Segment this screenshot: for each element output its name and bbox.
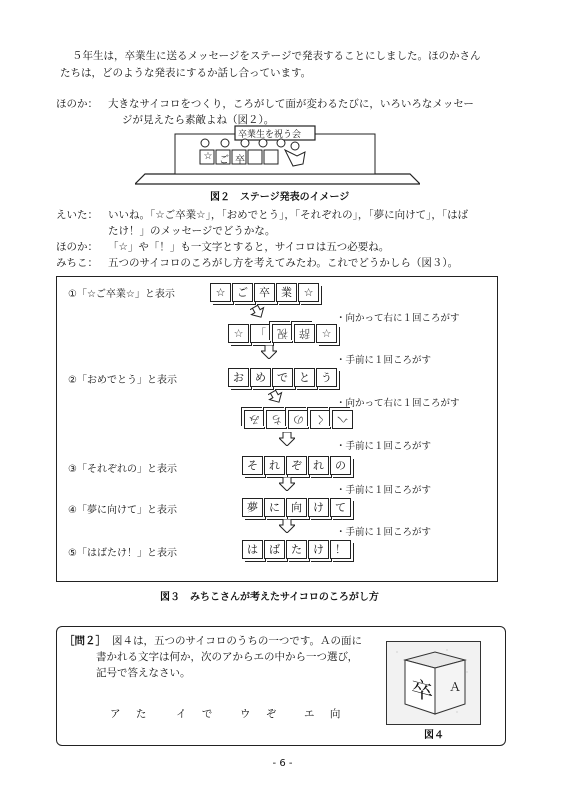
speaker-eita: えいた： (56, 209, 98, 221)
stage-banner: 卒業生を祝う会 (238, 130, 302, 140)
speaker-michiko: みちこ： (56, 257, 98, 269)
intro-line-1: ５年生は，卒業生に送るメッセージをステージで発表することにしました。ほのかさん (72, 50, 481, 62)
choice-u-text: ぞ (265, 708, 279, 720)
choice-a[interactable] (110, 706, 148, 721)
speaker-honoka-2: ほのか： (56, 241, 98, 253)
choice-a-mark: ア (110, 708, 123, 720)
die: ☆ (316, 324, 337, 343)
die: け (308, 498, 329, 517)
dialog-2-line-2: たけ！」のメッセージでどうかな。 (108, 225, 276, 237)
dice-row-intermediate-1 (228, 324, 338, 343)
choice-a-text: た (135, 708, 149, 720)
figure-4-caption: 図４ (424, 730, 444, 741)
note-3: ・向かって右に１回ころがす (336, 398, 460, 409)
die: ば (264, 540, 285, 559)
figure-3-caption: 図３ みちこさんが考えたサイコロのころがし方 (160, 592, 379, 603)
arrow-down-right-icon (250, 305, 266, 319)
question-line-1: 図４は，五つのサイコロのうちの一つです。Ａの面に (112, 635, 363, 647)
note-2: ・手前に１回ころがす (336, 355, 432, 366)
die: に (264, 498, 285, 517)
die: 夢 (242, 498, 263, 517)
question-label: ［問２］ (64, 635, 106, 647)
dice-row-4 (242, 498, 352, 517)
step-3-label: ③「それぞれの」と表示 (68, 464, 177, 475)
die: く (310, 410, 331, 429)
dialog-1-line-1: 大きなサイコロをつくり，ころがして面が変わるたびに，いろいろなメッセー (108, 98, 474, 110)
note-6: ・手前に１回ころがす (336, 527, 432, 538)
stage-die-3: 卒 (235, 155, 245, 166)
choice-u-mark: ウ (240, 708, 253, 720)
die: と (294, 368, 315, 387)
die: み (244, 410, 265, 429)
choice-e-text: 向 (329, 708, 343, 720)
dice-row-2 (228, 368, 338, 387)
die: ぞ (286, 456, 307, 475)
arrow-down-icon (279, 477, 295, 491)
step-5-label: ⑤「はばたけ！」と表示 (68, 548, 177, 559)
choice-i[interactable] (176, 706, 214, 721)
dialog-3-line-1: 「☆」や「！」も一文字とすると，サイコロは五つ必要ね。 (108, 241, 390, 253)
dice-row-5 (242, 540, 352, 559)
die: ち (266, 410, 287, 429)
intro-line-2: たちは，どのような発表にするか話し合っています。 (60, 67, 312, 79)
die: け (308, 540, 329, 559)
dice-row-1 (210, 283, 320, 302)
stage-illustration (135, 124, 420, 186)
die: 業 (276, 283, 297, 302)
die: 卒 (254, 283, 275, 302)
step-2-label: ②「おめでとう」と表示 (68, 375, 177, 386)
stage-die-1: ☆ (203, 151, 213, 162)
die: は (242, 540, 263, 559)
figure-4-face-a: Ａ (449, 680, 462, 694)
step-4-label: ④「夢に向けて」と表示 (68, 505, 177, 516)
figure-2-caption: 図２ ステージ発表のイメージ (210, 192, 350, 203)
step-1-label: ①「☆ご卒業☆」と表示 (68, 289, 175, 300)
die: ☆ (210, 283, 231, 302)
choice-u[interactable] (240, 706, 278, 721)
page-number: - 6 - (272, 758, 293, 769)
die: の (330, 456, 351, 475)
die: ☆ (298, 283, 319, 302)
dialog-2-line-1: いいね。「☆ご卒業☆」，「おめでとう」，「それぞれの」，「夢に向けて」，「はば (108, 209, 469, 221)
speaker-honoka: ほのか： (56, 98, 98, 110)
question-line-2: 書かれる文字は何か，次のアからエの中から一つ選び， (96, 651, 359, 663)
die: め (250, 368, 271, 387)
die: 祝 (272, 324, 293, 343)
die: で (272, 368, 293, 387)
note-5: ・手前に１回ころがす (336, 485, 432, 496)
die: お (228, 368, 249, 387)
dialog-1-line-2: ジが見えたら素敵よね（図２）。 (122, 114, 275, 126)
stage-die-2: ご (219, 155, 229, 166)
die: の (288, 410, 309, 429)
die: て (330, 498, 351, 517)
arrow-down-right-icon (268, 390, 284, 404)
die: れ (308, 456, 329, 475)
arrow-down-icon (279, 519, 295, 533)
figure-4-face-char: 卒 (411, 676, 434, 707)
arrow-down-icon (279, 432, 295, 446)
die: へ (332, 410, 353, 429)
die: 辞 (294, 324, 315, 343)
die: そ (242, 456, 263, 475)
note-1: ・向かって右に１回ころがす (336, 313, 460, 324)
die: ご (232, 283, 253, 302)
die: う (316, 368, 337, 387)
die: 向 (286, 498, 307, 517)
dialog-4-line-1: 五つのサイコロのころがし方を考えてみたわ。これでどうかしら（図３）。 (108, 257, 459, 269)
die: た (286, 540, 307, 559)
die: ☆ (228, 324, 249, 343)
dice-row-intermediate-2 (244, 410, 354, 429)
die: ！ (330, 540, 351, 559)
question-line-3: 記号で答えなさい。 (96, 667, 191, 679)
note-4: ・手前に１回ころがす (336, 441, 432, 452)
choice-i-mark: イ (176, 708, 189, 720)
choice-e[interactable] (304, 706, 342, 721)
dice-row-3 (242, 456, 352, 475)
figure-4-frame (386, 641, 481, 725)
die: れ (264, 456, 285, 475)
arrow-down-icon (261, 345, 277, 359)
die-3d-drawing (387, 642, 480, 724)
die: 「 (250, 324, 271, 343)
choice-i-text: で (201, 708, 215, 720)
choice-e-mark: エ (304, 708, 317, 720)
